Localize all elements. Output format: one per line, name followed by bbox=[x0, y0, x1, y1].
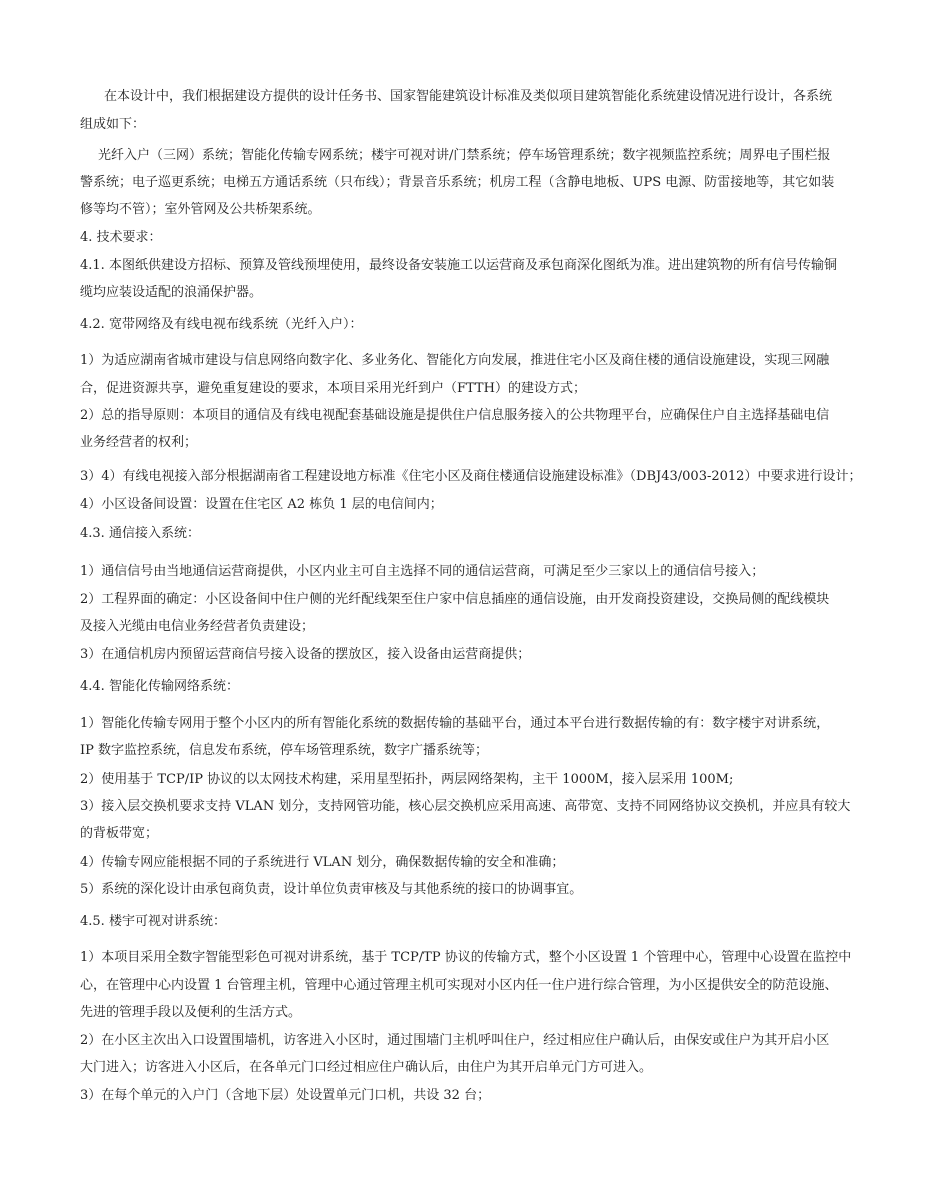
s4-2-item-2-line-2: 业务经营者的权利； bbox=[80, 435, 198, 450]
s4-3-heading: 4.3. 通信接入系统： bbox=[80, 526, 200, 541]
section-4-heading: 4. 技术要求： bbox=[80, 230, 162, 245]
s4-3-item-2-line-1: 2）工程界面的确定：小区设备间中住户侧的光纤配线架至住户家中信息插座的通信设施，由开发商投资建设，交换局侧的配线模块 bbox=[80, 592, 830, 607]
s4-2-item-1-line-1: 1）为适应湖南省城市建设与信息网络向数字化、多业务化、智能化方向发展，推进住宅小区及商住楼的通信设施建设，实现三网融 bbox=[80, 353, 830, 368]
s4-4-item-3-line-2: 的背板带宽； bbox=[80, 826, 159, 841]
intro-line-1: 在本设计中，我们根据建设方提供的设计任务书、国家智能建筑设计标准及类似项目建筑智能化系统建设情况进行设计，各系统 bbox=[104, 89, 833, 104]
s4-4-heading: 4.4. 智能化传输网络系统： bbox=[80, 679, 239, 694]
s4-4-item-1-line-2: IP 数字监控系统，信息发布系统，停车场管理系统，数字广播系统等； bbox=[80, 743, 489, 758]
s4-5-heading: 4.5. 楼宇可视对讲系统： bbox=[80, 914, 226, 929]
s4-2-item-2-line-1: 2）总的指导原则：本项目的通信及有线电视配套基础设施是提供住户信息服务接入的公共物理平台，应确保住户自主选择基础电信 bbox=[80, 408, 830, 423]
s4-2-item-1-line-2: 合，促进资源共享，避免重复建设的要求，本项目采用光纤到户（FTTH）的建设方式； bbox=[80, 381, 586, 396]
s4-2-item-3: 3）4）有线电视接入部分根据湖南省工程建设地方标准《住宅小区及商住楼通信设施建设标准》（DBJ43/003-2012）中要求进行设计； bbox=[80, 469, 862, 484]
intro-line-2: 组成如下： bbox=[80, 117, 146, 132]
intro-systems-line-1: 光纤入户（三网）系统；智能化传输专网系统；楼宇可视对讲/门禁系统；停车场管理系统；数字视频监控系统；周界电子围栏报 bbox=[98, 148, 831, 163]
s4-3-item-2-line-2: 及接入光缆由电信业务经营者负责建设； bbox=[80, 619, 315, 634]
s4-3-item-1: 1）通信信号由当地通信运营商提供，小区内业主可自主选择不同的通信运营商，可满足至少三家以上的通信信号接入； bbox=[80, 564, 765, 579]
intro-systems-line-2: 警系统；电子巡更系统；电梯五方通话系统（只布线）；背景音乐系统；机房工程（含静电地板、UPS 电源、防雷接地等，其它如装 bbox=[80, 175, 835, 190]
s4-4-item-5: 5）系统的深化设计由承包商负责，设计单位负责审核及与其他系统的接口的协调事宜。 bbox=[80, 882, 583, 897]
s4-5-item-1-line-3: 先进的管理手段以及便利的生活方式。 bbox=[80, 1005, 302, 1020]
s4-3-item-3: 3）在通信机房内预留运营商信号接入设备的摆放区，接入设备由运营商提供； bbox=[80, 647, 531, 662]
s4-2-heading: 4.2. 宽带网络及有线电视布线系统（光纤入户）： bbox=[80, 317, 363, 332]
s4-4-item-4: 4）传输专网应能根据不同的子系统进行 VLAN 划分，确保数据传输的安全和准确； bbox=[80, 855, 565, 870]
s4-5-item-1-line-2: 心，在管理中心内设置 1 台管理主机，管理中心通过管理主机可实现对小区内任一住户进行综合管理，为小区提供安全的防范设施、 bbox=[80, 978, 838, 993]
s4-2-item-4: 4）小区设备间设置：设置在住宅区 A2 栋负 1 层的电信间内； bbox=[80, 497, 443, 512]
s4-5-item-2-line-1: 2）在小区主次出入口设置围墙机，访客进入小区时，通过围墙门主机呼叫住户，经过相应住户确认后，由保安或住户为其开启小区 bbox=[80, 1033, 830, 1048]
s4-5-item-3: 3）在每个单元的入户门（含地下层）处设置单元门口机，共设 32 台； bbox=[80, 1088, 491, 1103]
s4-5-item-1-line-1: 1）本项目采用全数字智能型彩色可视对讲系统，基于 TCP/TP 协议的传输方式，整个小区设置 1 个管理中心，管理中心设置在监控中 bbox=[80, 950, 852, 965]
s4-5-item-2-line-2: 大门进入；访客进入小区后，在各单元门口经过相应住户确认后，由住户为其开启单元门方可进入。 bbox=[80, 1060, 653, 1075]
s4-1-line-2: 缆均应装设适配的浪涌保护器。 bbox=[80, 285, 263, 300]
s4-4-item-1-line-1: 1）智能化传输专网用于整个小区内的所有智能化系统的数据传输的基础平台，通过本平台进行数据传输的有：数字楼宇对讲系统， bbox=[80, 716, 830, 731]
s4-4-item-3-line-1: 3）接入层交换机要求支持 VLAN 划分，支持网管功能，核心层交换机应采用高速、高带宽、支持不同网络协议交换机，并应具有较大 bbox=[80, 799, 851, 814]
s4-4-item-2: 2）使用基于 TCP/IP 协议的以太网技术构建，采用星型拓扑，两层网络架构，主干 1000M，接入层采用 100M; bbox=[80, 772, 734, 787]
intro-systems-line-3: 修等均不管）；室外管网及公共桥架系统。 bbox=[80, 202, 321, 217]
s4-1-line-1: 4.1. 本图纸供建设方招标、预算及管线预埋使用，最终设备安装施工以运营商及承包商深化图纸为准。进出建筑物的所有信号传输铜 bbox=[80, 258, 837, 273]
